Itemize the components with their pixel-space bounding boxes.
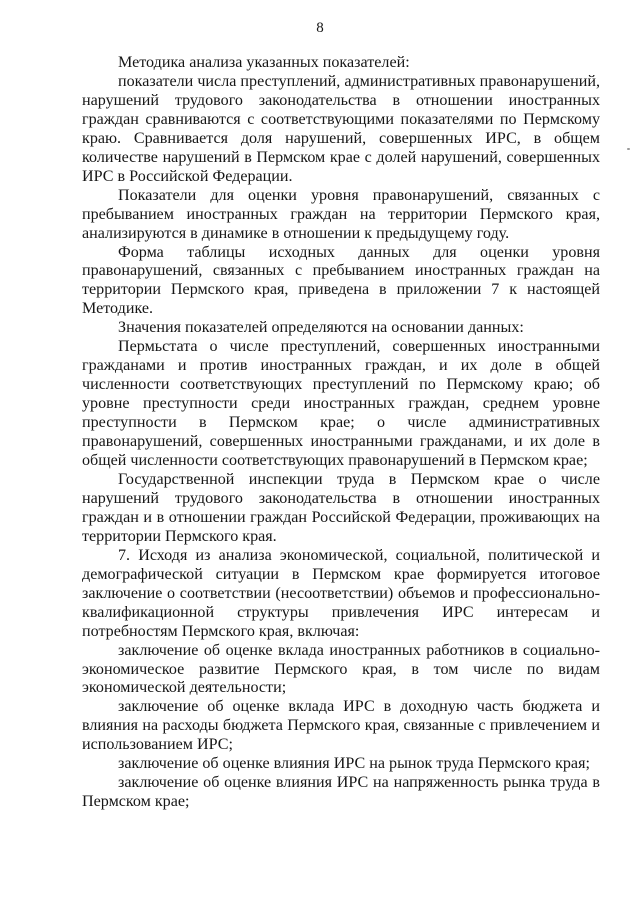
paragraph-final-conclusion: 7. Исходя из анализа экономической, социальной, политической и демографической ситуации в Пермском крае формируется итоговое заключение о соответствии (несоответствии) объемов и профессионально-квалификационной структуры привлечения ИРС интересам и потребностям Пермского края, включая:: [82, 546, 600, 640]
page-number: 8: [316, 20, 324, 36]
paragraph-table-form: Форма таблицы исходных данных для оценки уровня правонарушений, связанных с пребыванием иностранных граждан на территории Пермского края, приведена в приложении 7 к настоящей Методике.: [82, 243, 600, 318]
paragraph-conclusion-economic-contribution: заключение об оценке вклада иностранных работников в социально-экономическое развитие Пермского края, в том числе по видам экономической деятельности;: [82, 641, 600, 697]
paragraph-labor-inspection-data: Государственной инспекции труда в Пермском крае о числе нарушений трудового законодательства в отношении иностранных граждан и в отношении граждан Российской Федерации, проживающих на территории Пермского края.: [82, 470, 600, 545]
paragraph-conclusion-budget: заключение об оценке вклада ИРС в доходную часть бюджета и влияния на расходы бюджета Пермского края, связанные с привлечением и использованием ИРС;: [82, 698, 600, 754]
paragraph-conclusion-market-tension: заключение об оценке влияния ИРС на напряженность рынка труда в Пермском крае;: [82, 774, 600, 811]
paragraph-dynamics: Показатели для оценки уровня правонарушений, связанных с пребыванием иностранных граждан на территории Пермского края, анализируются в динамике в отношении к предыдущему году.: [82, 186, 600, 242]
document-body: [82, 54, 600, 812]
paragraph-comparison: показатели числа преступлений, административных правонарушений, нарушений трудового законодательства в отношении иностранных граждан сравниваются с соответствующими показателями по Пермскому краю. Сравнивается доля нарушений, совершенных ИРС, в общем количестве нарушений в Пермском крае с долей нарушений, совершенных ИРС в Российской Федерации.: [82, 72, 600, 185]
paragraph-conclusion-labor-market: заключение об оценке влияния ИРС на рынок труда Пермского края;: [118, 755, 590, 773]
scan-artifact-mark: [627, 148, 630, 150]
paragraph-method-intro: Методика анализа указанных показателей:: [118, 54, 410, 71]
paragraph-data-sources-intro: Значения показателей определяются на основании данных:: [118, 319, 524, 337]
paragraph-permstat-data: Пермьстата о числе преступлений, совершенных иностранными гражданами и против иностранных граждан, и их доле в общей численности соответствующих преступлений по Пермскому краю; об уровне преступности среди иностранных граждан, среднем уровне преступности в Пермском крае; о числе административных правонарушений, совершенных иностранными гражданами, и их доле в общей численности соответствующих правонарушений в Пермском крае;: [82, 338, 600, 470]
